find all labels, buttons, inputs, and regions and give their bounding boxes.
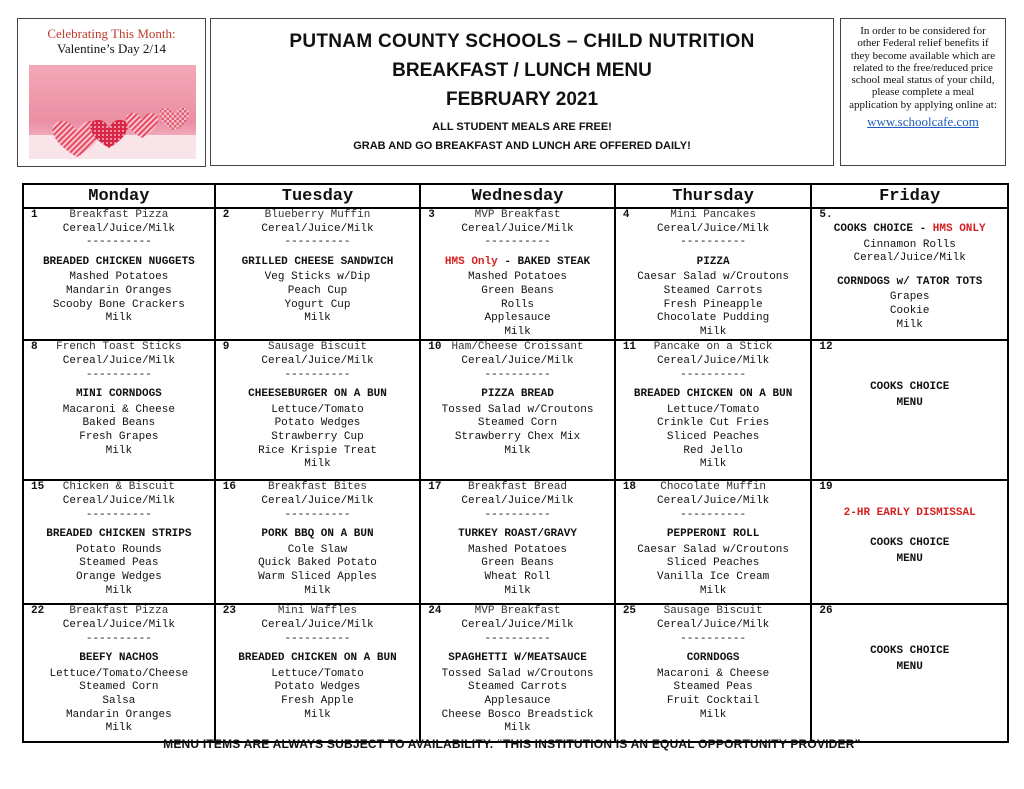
menu-item: Lettuce/Tomato — [271, 667, 364, 680]
menu-item: Milk — [304, 312, 331, 325]
menu-item: Tossed Salad w/Croutons — [441, 403, 594, 416]
cereal-line: Cereal/Juice/Milk — [657, 494, 770, 507]
menu-item: Milk — [105, 444, 133, 457]
menu-item: Veg Sticks w/Dip — [264, 271, 371, 284]
cereal-line: Cereal/Juice/Milk — [62, 494, 175, 507]
separator: ---------- — [484, 508, 551, 521]
meal-application-notice — [840, 18, 1006, 166]
day-number: 11 — [622, 341, 637, 354]
entree-title — [423, 256, 612, 270]
day-number: 5. — [819, 209, 833, 221]
menu-item: Steamed Peas — [673, 681, 753, 694]
day-number: 2 — [222, 209, 230, 221]
menu-item: Milk — [504, 444, 531, 457]
weekday-header: Monday — [23, 184, 215, 208]
weekday-header: Friday — [811, 184, 1008, 208]
menu-item: Fruit Cocktail — [666, 694, 760, 707]
entree-name: CORNDOGS — [686, 652, 740, 665]
celebrating-title: Celebrating This Month: — [47, 26, 176, 41]
menu-item: Grapes — [889, 291, 930, 304]
cooks-choice-menu: MENU — [896, 396, 923, 409]
separator: ---------- — [284, 508, 351, 521]
month-title: FEBRUARY 2021 — [445, 89, 599, 110]
breakfast-item: Ham/Cheese Croissant — [451, 341, 584, 354]
entree-name: BREADED CHICKEN ON A BUN — [633, 388, 793, 401]
entree-name: BREADED CHICKEN ON A BUN — [238, 652, 397, 665]
menu-item: Steamed Peas — [79, 557, 159, 570]
entree-title — [618, 528, 809, 542]
cereal-line: Cereal/Juice/Milk — [62, 222, 175, 235]
cereal-line: Cereal/Juice/Milk — [461, 354, 574, 367]
menu-item: Milk — [504, 584, 531, 597]
valentine-hearts-image — [29, 65, 196, 159]
cooks-choice-menu: MENU — [896, 552, 923, 565]
menu-item: Lettuce/Tomato/Cheese — [49, 667, 189, 680]
menu-item: Milk — [699, 584, 727, 597]
week-row — [23, 480, 1008, 604]
separator: ---------- — [284, 368, 351, 381]
entree-name: PIZZA BREAD — [481, 388, 554, 401]
menu-item: Cinnamon Rolls — [863, 238, 956, 251]
menu-item: Applesauce — [484, 694, 551, 707]
separator: ---------- — [680, 632, 747, 645]
menu-item: Milk — [304, 584, 331, 597]
menu-item: Red Jello — [683, 444, 743, 457]
entree-title: CORNDOGS w/ TATOR TOTS — [837, 275, 983, 288]
week-row — [23, 604, 1008, 742]
menu-item: Milk — [504, 325, 531, 338]
menu-item: Mandarin Oranges — [66, 708, 172, 721]
menu-item: Strawberry Cup — [271, 430, 364, 443]
day-cell — [811, 480, 1008, 604]
menu-title-box — [210, 18, 834, 166]
menu-item: Fresh Grapes — [79, 430, 159, 443]
menu-item: Cheese Bosco Breadstick — [441, 708, 594, 721]
menu-item: Mashed Potatoes — [69, 271, 169, 284]
day-cell — [811, 604, 1008, 742]
celebrating-box — [17, 18, 206, 167]
separator: ---------- — [484, 368, 551, 381]
celebrating-subtitle: Valentine’s Day 2/14 — [56, 41, 167, 56]
day-number: 19 — [819, 481, 833, 494]
cereal-line: Cereal/Juice/Milk — [62, 354, 175, 367]
entree-name: MINI CORNDOGS — [75, 388, 162, 401]
breakfast-item: MVP Breakfast — [474, 605, 561, 618]
menu-item: Mashed Potatoes — [468, 543, 568, 556]
week-row — [23, 208, 1008, 340]
breakfast-item: Breakfast Bread — [468, 481, 568, 494]
cereal-line: Cereal/Juice/Milk — [461, 494, 574, 507]
entree-name: CHEESEBURGER ON A BUN — [248, 388, 387, 401]
separator: ---------- — [85, 236, 152, 249]
cereal-line: Cereal/Juice/Milk — [261, 222, 374, 235]
menu-item: Fresh Apple — [281, 694, 354, 707]
entree-title — [218, 528, 418, 542]
day-number: 24 — [428, 605, 442, 618]
menu-item: Potato Rounds — [75, 543, 162, 556]
menu-item: Warm Sliced Apples — [258, 570, 377, 583]
day-number: 16 — [222, 481, 236, 494]
grab-and-go-note: GRAB AND GO BREAKFAST AND LUNCH ARE OFFERED DAILY! — [353, 140, 691, 152]
menu-item: Milk — [504, 722, 531, 735]
entree-name: BREADED CHICKEN STRIPS — [46, 528, 192, 541]
menu-item: Steamed Carrots — [663, 284, 763, 297]
cereal-line: Cereal/Juice/Milk — [261, 618, 374, 631]
menu-item: Green Beans — [481, 557, 554, 570]
menu-title: BREAKFAST / LUNCH MENU — [392, 60, 652, 81]
menu-item: Scooby Bone Crackers — [52, 298, 185, 311]
day-cell — [811, 208, 1008, 340]
menu-item: Milk — [699, 325, 727, 338]
menu-item: Vanilla Ice Cream — [657, 570, 770, 583]
menu-item: Milk — [699, 458, 727, 471]
day-number: 26 — [819, 605, 833, 618]
weekday-header: Tuesday — [215, 184, 421, 208]
free-meals-note: ALL STUDENT MEALS ARE FREE! — [432, 121, 612, 133]
cooks-choice: COOKS CHOICE — [870, 381, 950, 394]
menu-item: Applesauce — [484, 312, 551, 325]
day-number: 25 — [622, 605, 637, 618]
breakfast-item: Sausage Biscuit — [267, 341, 367, 354]
entree-name: GRILLED CHEESE SANDWICH — [241, 255, 394, 268]
day-number: 18 — [622, 481, 637, 494]
cereal-line: Cereal/Juice/Milk — [657, 354, 770, 367]
breakfast-item: Chocolate Muffin — [660, 481, 766, 494]
day-cell — [23, 340, 215, 480]
menu-item: Cole Slaw — [287, 543, 348, 556]
day-cell — [215, 208, 421, 340]
separator: ---------- — [680, 508, 747, 521]
menu-item: Macaroni & Cheese — [657, 667, 770, 680]
entree-name: PIZZA — [696, 255, 730, 268]
menu-item: Rice Krispie Treat — [258, 444, 377, 457]
menu-item: Steamed Carrots — [468, 681, 568, 694]
day-cell — [615, 604, 812, 742]
separator: ---------- — [680, 368, 747, 381]
notice-text: In order to be considered for other Federal relief benefits if they become available which are related to the free/reduced price school meal status of your child, please complete a meal application by applying online at: — [849, 25, 997, 111]
cereal-line: Cereal/Juice/Milk — [261, 494, 374, 507]
cooks-choice: COOKS CHOICE — [870, 645, 950, 658]
cereal-line: Cereal/Juice/Milk — [657, 222, 770, 235]
menu-item: Mandarin Oranges — [66, 284, 172, 297]
menu-item: Tossed Salad w/Croutons — [441, 667, 594, 680]
entree-name: PEPPERONI ROLL — [666, 528, 760, 541]
menu-item: Lettuce/Tomato — [666, 403, 760, 416]
entree-title — [618, 652, 809, 666]
menu-item: Milk — [105, 584, 133, 597]
menu-item: Yogurt Cup — [284, 298, 351, 311]
menu-item: Sliced Peaches — [666, 557, 760, 570]
day-number: 8 — [31, 341, 38, 354]
day-cell — [420, 480, 615, 604]
menu-item: Baked Beans — [82, 417, 156, 430]
hms-only-tag: HMS ONLY — [932, 223, 986, 235]
separator: ---------- — [284, 632, 351, 645]
menu-item: Steamed Corn — [79, 681, 159, 694]
separator: ---------- — [85, 368, 152, 381]
menu-item: Quick Baked Potato — [258, 557, 377, 570]
entree-name: COOKS CHOICE - — [833, 223, 933, 235]
breakfast-item: Blueberry Muffin — [264, 209, 371, 221]
entree-title — [814, 223, 1005, 237]
day-cell — [215, 340, 421, 480]
menu-item: Cereal/Juice/Milk — [853, 252, 966, 265]
menu-item: Milk — [105, 722, 133, 735]
day-number: 9 — [222, 341, 230, 354]
menu-item: Milk — [896, 318, 923, 331]
cooks-choice: COOKS CHOICE — [870, 536, 950, 549]
breakfast-item: Breakfast Pizza — [69, 605, 169, 618]
entree-name: TURKEY ROAST/GRAVY — [458, 528, 577, 541]
day-cell — [420, 340, 615, 480]
breakfast-item: Breakfast Pizza — [69, 209, 169, 221]
entree-title — [423, 652, 612, 666]
menu-item: Steamed Corn — [477, 417, 558, 430]
separator: ---------- — [484, 632, 551, 645]
day-cell — [615, 208, 812, 340]
day-cell — [420, 604, 615, 742]
separator: ---------- — [284, 236, 351, 249]
day-number: 22 — [31, 605, 45, 618]
menu-item: Sliced Peaches — [666, 430, 760, 443]
menu-item: Milk — [304, 458, 331, 471]
menu-item: Caesar Salad w/Croutons — [637, 271, 790, 284]
breakfast-item: Breakfast Bites — [267, 481, 367, 494]
entree-title — [26, 256, 212, 270]
entree-name: BEEFY NACHOS — [79, 652, 159, 665]
menu-item: Milk — [304, 708, 331, 721]
day-number: 4 — [622, 209, 630, 221]
breakfast-item: Pancake on a Stick — [653, 341, 773, 354]
entree-title — [618, 256, 809, 270]
menu-item: Macaroni & Cheese — [62, 403, 175, 416]
menu-item: Cookie — [889, 304, 930, 317]
menu-item: Peach Cup — [287, 284, 348, 297]
entree-title — [26, 528, 212, 542]
entree-name: - BAKED STEAK — [497, 255, 591, 268]
entree-title — [423, 528, 612, 542]
menu-item: Orange Wedges — [75, 570, 162, 583]
entree-name: SPAGHETTI W/MEATSAUCE — [448, 652, 587, 665]
day-cell — [23, 480, 215, 604]
day-number: 15 — [31, 481, 45, 494]
menu-item: Green Beans — [481, 284, 554, 297]
menu-item: Rolls — [501, 298, 535, 311]
cereal-line: Cereal/Juice/Milk — [62, 618, 175, 631]
district-title: PUTNAM COUNTY SCHOOLS – CHILD NUTRITION — [289, 31, 755, 52]
breakfast-item: Sausage Biscuit — [663, 605, 763, 618]
menu-item: Salsa — [102, 694, 136, 707]
breakfast-item: French Toast Sticks — [56, 341, 182, 354]
breakfast-item: Mini Pancakes — [670, 209, 757, 221]
separator: ---------- — [85, 632, 152, 645]
menu-item: Wheat Roll — [484, 570, 551, 583]
day-cell — [215, 480, 421, 604]
cereal-line: Cereal/Juice/Milk — [461, 222, 574, 235]
menu-item: Lettuce/Tomato — [271, 403, 364, 416]
menu-item: Milk — [699, 708, 727, 721]
menu-item: Strawberry Chex Mix — [454, 430, 581, 443]
cereal-line: Cereal/Juice/Milk — [261, 354, 374, 367]
menu-item: Milk — [105, 312, 133, 325]
entree-title — [423, 388, 612, 402]
early-dismissal-alert: 2-HR EARLY DISMISSAL — [843, 507, 976, 520]
day-number: 12 — [819, 341, 833, 354]
day-cell — [215, 604, 421, 742]
menu-item: Potato Wedges — [274, 681, 361, 694]
cereal-line: Cereal/Juice/Milk — [657, 618, 770, 631]
entree-name: BREADED CHICKEN NUGGETS — [42, 255, 195, 268]
weekday-header: Wednesday — [420, 184, 615, 208]
breakfast-item: MVP Breakfast — [474, 209, 561, 221]
week-row — [23, 340, 1008, 480]
entree-title — [26, 388, 212, 402]
day-number: 10 — [428, 341, 442, 354]
day-number: 17 — [428, 481, 442, 494]
day-cell — [615, 340, 812, 480]
footer-disclaimer: MENU ITEMS ARE ALWAYS SUBJECT TO AVAILABILITY. “THIS INSTITUTION IS AN EQUAL OPPORTUNITY PROVIDER” — [163, 737, 861, 751]
hms-only-tag: HMS Only — [444, 255, 498, 268]
separator: ---------- — [85, 508, 152, 521]
weekday-header-row — [23, 184, 1008, 208]
day-number: 1 — [31, 209, 38, 221]
menu-item: Mashed Potatoes — [468, 271, 568, 284]
day-cell — [811, 340, 1008, 480]
menu-item: Potato Wedges — [274, 417, 361, 430]
entree-title — [618, 388, 809, 402]
breakfast-item: Mini Waffles — [277, 605, 358, 618]
separator: ---------- — [680, 236, 747, 249]
cereal-line: Cereal/Juice/Milk — [461, 618, 574, 631]
menu-item: Fresh Pineapple — [663, 298, 763, 311]
menu-item: Crinkle Cut Fries — [657, 417, 770, 430]
day-number: 23 — [222, 605, 236, 618]
breakfast-item: Chicken & Biscuit — [62, 481, 175, 494]
menu-item: Caesar Salad w/Croutons — [637, 543, 790, 556]
entree-name: PORK BBQ ON A BUN — [261, 528, 374, 541]
entree-title — [218, 388, 418, 402]
entree-title — [218, 256, 418, 270]
day-cell — [615, 480, 812, 604]
weekday-header: Thursday — [615, 184, 812, 208]
schoolcafe-link[interactable]: www.schoolcafe.com — [867, 114, 979, 130]
day-cell — [23, 604, 215, 742]
day-cell — [420, 208, 615, 340]
menu-calendar — [22, 183, 1009, 743]
day-cell — [23, 208, 215, 340]
separator: ---------- — [484, 236, 551, 249]
cooks-choice-menu: MENU — [896, 660, 923, 673]
menu-item: Chocolate Pudding — [657, 312, 770, 325]
day-number: 3 — [428, 209, 435, 221]
entree-title — [26, 652, 212, 666]
entree-title — [218, 652, 418, 666]
